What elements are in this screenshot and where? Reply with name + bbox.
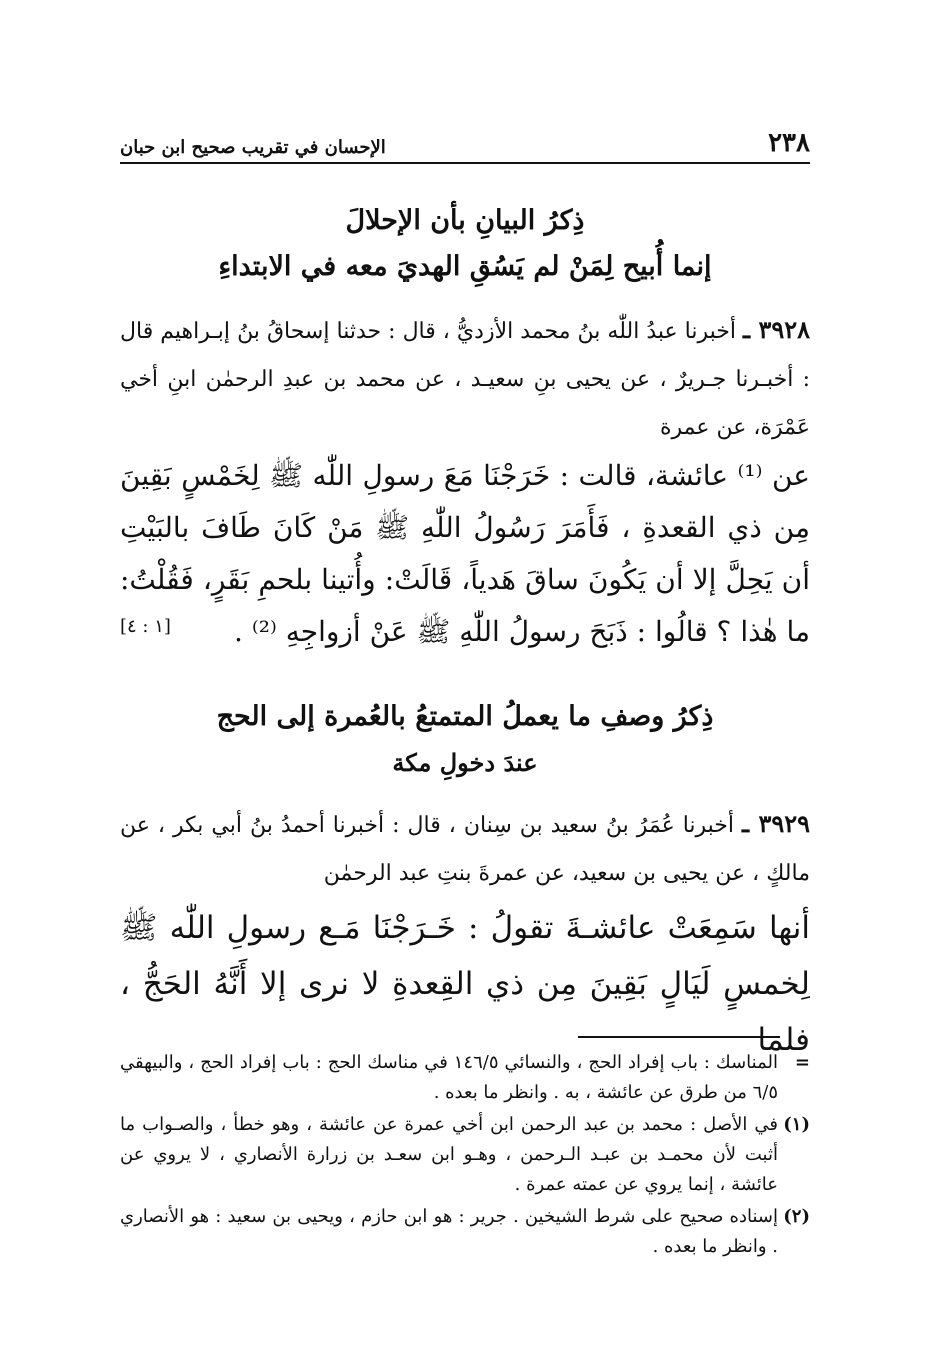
hadith-3928-isnad (120, 306, 810, 452)
footnote-divider (578, 1036, 780, 1038)
footnote-text: في الأصل : محمد بن عبد الرحمن ابن أخي عمرة عن عائشة ، وهو خطأ ، والصـواب ما أثبت لأن محمـد بن عبـد الـرحمن ، وهـو ابن سعـد بن زرارة الأنصاري ، لا يروي عن عائشة ، إنما يروي عن عمته عمرة . (120, 1114, 778, 1195)
hadith-3929-matn (120, 900, 810, 1068)
section-1-heading (120, 198, 810, 290)
footnote-mark: = (794, 1052, 810, 1073)
footnote (120, 1110, 810, 1200)
matn-text: أنها سَمِعَتْ عائشـةَ تقولُ : خَـرَجْنَا مَـع رسولِ اللّٰه ﷺ لِخمسٍ لَيَالٍ بَقِينَ مِن ذي القِعدةِ لا نرى إلا أَنَّهُ الحَجُّ ، فلما (120, 910, 810, 1058)
isnad-text: أخبرنا عُمَرُ بنُ سعيد بن سِنان ، قال : أخبرنا أحمدُ بنُ أبي بكر ، عن مالكٍ ، عن يحيى بن سعيد، عن عمرةَ بنتِ عبد الرحمٰن (120, 813, 810, 886)
book-title: الإحسان في تقريب صحيح ابن حبان (120, 137, 386, 158)
footnote-mark: (١) (783, 1114, 810, 1135)
hadith-number: ٣٩٢٨ ـ (743, 315, 811, 344)
hadith-3928-matn (120, 450, 810, 658)
footnote-text: المناسك : باب إفراد الحج ، والنسائي ١٤٦/٥ في مناسك الحج : باب إفراد الحج ، والبيهقي ٦/٥ من طرق عن عائشة ، به . وانظر ما بعده . (120, 1052, 778, 1103)
matn-text: عن ⁽¹⁾ عائشة، قالت : خَرَجْنَا مَعَ رسولِ اللّٰه ﷺ لِخَمْسٍ بَقِينَ مِن ذي القعدةِ ، فَأَمَرَ رَسُولُ اللّٰهِ ﷺ مَنْ كَانَ طَافَ بالبَيْتِ أن يَحِلَّ إلا أن يَكُونَ ساقَ هَدياً، قَالَتْ: وأُتينا بلحمِ بَقَرٍ، فَقُلْتُ: ما هٰذا ؟ قالُوا : ذَبَحَ رسولُ اللّٰهِ ﷺ عَنْ أزواجِهِ ⁽²⁾ . (120, 459, 810, 648)
footnotes (120, 1048, 810, 1264)
section-2-heading-line-2: عندَ دخولِ مكة (392, 748, 538, 777)
isnad-text: أخبرنا عبدُ اللّٰه بنُ محمد الأزديُّ ، قال : حدثنا إسحاقُ بنُ إبـراهيم قال : أخبـرنا جـريرٌ ، عن يحيى بنِ سعيـد ، عن محمد بن عبدِ الرحمٰن ابنِ أخي عَمْرَة، عن عمرة (120, 319, 810, 440)
page-number: ٢٣٨ (768, 128, 810, 158)
hadith-reference: [١ : ٤] (120, 616, 171, 637)
footnote (120, 1202, 810, 1262)
footnote (120, 1048, 810, 1108)
section-1-heading-line-2: إنما أُبيح لِمَنْ لم يَسُقِ الهديَ معه في الابتداءِ (218, 251, 712, 282)
hadith-number: ٣٩٢٩ ـ (742, 809, 810, 838)
hadith-3929-isnad (120, 800, 810, 898)
running-header (120, 128, 810, 164)
section-1-heading-line-1: ذِكرُ البيانِ بأن الإحلالَ (345, 205, 585, 236)
footnote-mark: (٢) (783, 1206, 810, 1227)
section-2-heading (120, 694, 810, 786)
section-2-heading-line-1: ذِكرُ وصفِ ما يعملُ المتمتعُ بالعُمرة إلى الحج (216, 701, 714, 732)
footnote-text: إسناده صحيح على شرط الشيخين . جرير : هو ابن حازم ، ويحيى بن سعيد : هو الأنصاري . وانظر ما بعده . (120, 1206, 778, 1257)
